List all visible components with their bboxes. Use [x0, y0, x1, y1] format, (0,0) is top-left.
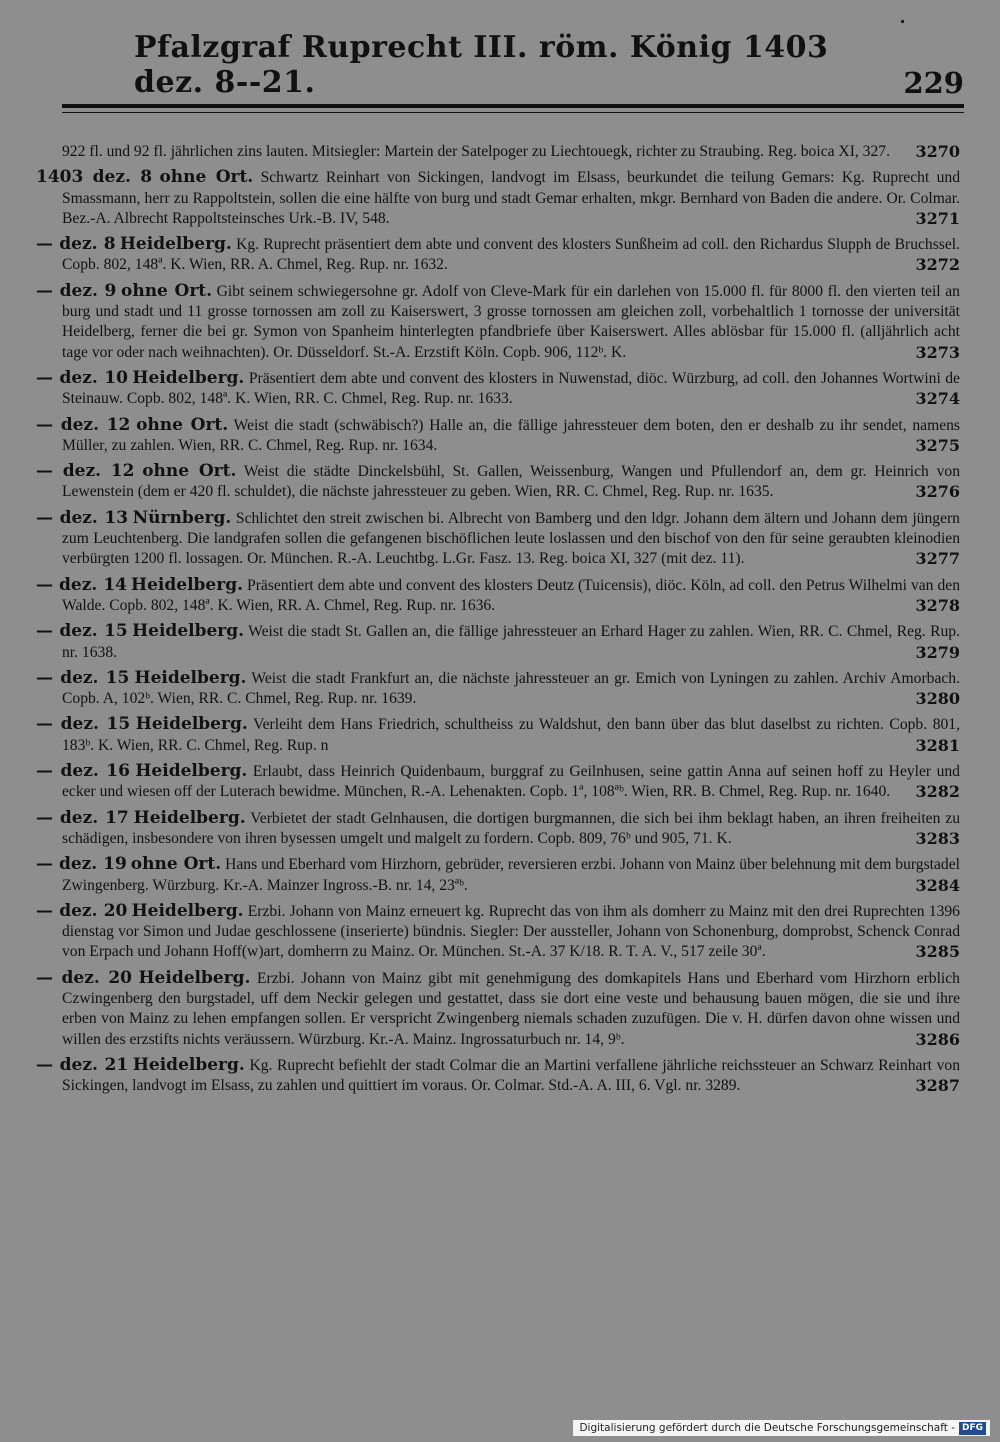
regest-date: — dez. 15 — [36, 714, 131, 735]
regest-text: Erlaubt, dass Heinrich Quidenbaum, burggraf zu Geilnhusen, seine gattin Anna auf seinen hoff zu Heyler und ecker und wiesen off der Luterach bewidme. München, R.-A. Lehenakten. Copb. 1ª, 108ªᵇ. Wien, RR. B. Chmel, Reg. Rup. nr. 1640. — [62, 763, 960, 801]
regest-entry — [36, 1055, 960, 1097]
regest-place: Heidelberg. — [119, 234, 232, 255]
running-header — [62, 30, 964, 100]
regest-entry — [36, 575, 960, 617]
footer-credit — [573, 1420, 990, 1436]
regest-text: Verbietet der stadt Gelnhausen, die dortigen burgmannen, die sich bei ihm beklagt haben, an ihren freiheiten zu schädigen, insbesondere von ihren bysessen umgelt und malgelt zu fordern. Copb. 809, 76ᵇ und 905, 71. K. — [62, 809, 961, 847]
page-title: Pfalzgraf Ruprecht III. röm. König 1403 dez. 8--21. — [134, 30, 829, 100]
regest-date: — dez. 14 — [36, 574, 128, 595]
regest-text: Kg. Ruprecht präsentiert dem abte und convent des klosters Sunßheim ad coll. den Richardus Slupph de Bruchssel. Copb. 802, 148ª. K. Wien, RR. A. Chmel, Reg. Rup. nr. 1632. — [62, 236, 960, 274]
regest-entry — [36, 668, 960, 710]
regest-place: ohne Ort. — [130, 854, 222, 875]
regest-place: ohne Ort. — [142, 461, 237, 482]
header-rule-thin — [62, 112, 964, 113]
regest-number: 3282 — [915, 782, 960, 802]
regest-number: 3275 — [915, 435, 960, 455]
regest-entry — [36, 901, 960, 963]
regest-place: Heidelberg. — [138, 967, 251, 988]
regest-number: 3283 — [915, 828, 960, 848]
regest-entry — [36, 167, 960, 229]
regest-entry — [36, 714, 960, 756]
regest-number: 3287 — [915, 1076, 960, 1096]
regest-number: 3273 — [915, 342, 960, 362]
regest-entry — [36, 968, 960, 1050]
regest-date: — dez. 20 — [36, 967, 132, 988]
regest-text: Erzbi. Johann von Mainz gibt mit genehmigung des domkapitels Hans und Eberhard vom Hirzhorn erblich Czwingenberg den burgstadel, uff dem Neckir gelegen und gestattet, dass sie dort eine veste und behausung bauen mögen, die sie und ihre erben von Mainz zu lehen empfangen sollen. Er verspricht Zwingenberg niemals schaden zuzufügen. Die v. H. dürfen davon ohne wissen und willen des erzstifts nichts veräussern. Würzburg. Kr.-A. Mainz. Ingrossaturbuch nr. 14, 9ᵇ. — [62, 969, 960, 1048]
regest-number: 3278 — [915, 595, 960, 615]
regest-date: — dez. 9 — [36, 280, 117, 301]
regest-date: — dez. 16 — [36, 761, 130, 782]
regest-text: Gibt seinem schwiegersohne gr. Adolf von Cleve-Mark für ein darlehen von 15.000 fl. für 8000 fl. den vierten teil an burg und stadt und 11 grosse tornossen am zoll zu Kaiserswert, 3 grosse tornossen am gleichen zoll, vorbehaltlich 1 tornosse der universität Heidelberg, ferner die bei gr. Symon von Spanheim hinterlegten pfandbriefe über Kaiserswert. Alles ablösbar für 15.000 fl. (alljährlich acht tage vor oder nach weihnachten). Or. Düsseldorf. St.-A. Erzstift Köln. Copb. 906, 112ᵇ. K. — [62, 282, 960, 361]
regest-text: Weist die stadt (schwäbisch?) Halle an, die fällige jahressteuer dem boten, den er deshalb zu ihr sendet, namens Müller, zu zahlen. Wien, RR. C. Chmel, Reg. Rup. nr. 1634. — [62, 416, 960, 454]
regesta-list — [36, 142, 960, 1101]
regest-text: Kg. Ruprecht befiehlt der stadt Colmar die an Martini verfallene jährliche reichssteuer an Schwarz Reinhart von Sickingen, landvogt im Elsass, zu zahlen und quittiert im voraus. Or. Colmar. Std.-A. A. III, 6. Vgl. nr. 3289. — [62, 1056, 960, 1095]
regest-date: — dez. 19 — [36, 854, 127, 875]
regest-text: Weist die stadt Frankfurt an, die nächste jahressteuer an gr. Emich von Lyningen zu zahlen. Archiv Amorbach. Copb. A, 102ᵇ. Wien, RR. C. Chmel, Reg. Rup. nr. 1639. — [62, 669, 960, 708]
regest-entry — [36, 761, 960, 803]
regest-number: 3280 — [915, 689, 960, 709]
regest-text: Weist die städte Dinckelsbühl, St. Gallen, Weissenburg, Wangen und Pfullendorf an, dem gr. Heinrich von Lewenstein (dem er 420 fl. schuldet), die nächste jahressteuer zu geben. Wien, RR. C. Chmel, Reg. Rup. nr. 1635. — [62, 463, 960, 501]
regest-place: Heidelberg. — [132, 1054, 245, 1075]
regest-entry — [36, 142, 960, 162]
regest-entry — [36, 234, 960, 276]
regest-date: 1403 dez. 8 — [36, 167, 153, 188]
footer-credit-text: Digitalisierung gefördert durch die Deutsche Forschungsgemeinschaft - — [579, 1422, 955, 1434]
regest-date: — dez. 12 — [36, 461, 135, 482]
regest-entry — [36, 281, 960, 363]
regest-number: 3285 — [915, 942, 960, 962]
regest-date: — dez. 10 — [36, 367, 128, 388]
regest-date: — dez. 8 — [36, 234, 116, 255]
dfg-logo-icon: DFG — [959, 1422, 986, 1435]
regest-text: Präsentiert dem abte und convent des klosters in Nuwenstad, diöc. Würzburg, ad coll. den Johannes Wortwini de Steinauw. Copb. 802, 148ª. K. Wien, RR. C. Chmel, Reg. Rup. nr. 1633. — [62, 369, 960, 408]
regest-date: — dez. 15 — [36, 621, 128, 642]
regest-text: 922 fl. und 92 fl. jährlichen zins lauten. Mitsiegler: Martein der Satelpoger zu Liechtouegk, richter zu Straubing. Reg. boica XI, 327. — [62, 143, 890, 160]
regest-place: ohne Ort. — [159, 167, 254, 188]
regest-number: 3276 — [915, 482, 960, 502]
regest-text: Verleiht dem Hans Friedrich, schultheiss zu Waldshut, den bann über das blut daselbst zu richten. Copb. 801, 183ᵇ. K. Wien, RR. C. Chmel, Reg. Rup. n — [62, 716, 961, 754]
regest-place: Heidelberg. — [133, 807, 246, 828]
regest-place: Heidelberg. — [135, 761, 248, 782]
regest-date: — dez. 17 — [36, 807, 129, 828]
regest-number: 3286 — [915, 1029, 960, 1049]
regest-entry — [36, 368, 960, 410]
regest-number: 3274 — [915, 389, 960, 409]
regest-date: — dez. 15 — [36, 667, 130, 688]
regest-number: 3270 — [915, 142, 960, 161]
header-rule-thick — [62, 104, 964, 108]
regest-date: — dez. 13 — [36, 507, 129, 528]
regest-place: Heidelberg. — [132, 621, 245, 642]
regest-number: 3281 — [915, 735, 960, 755]
regest-place: ohne Ort. — [121, 280, 213, 301]
regest-text: Schwartz Reinhart von Sickingen, landvogt im Elsass, beurkundet die teilung Gemars: Kg. Ruprecht und Smassmann, herr zu Rappoltstein, sollen die eine hälfte von burg und stadt Gemar erhalten, mkgr. Bernhard von Baden die andere. Or. Colmar. Bez.-A. Albrecht Rappoltsteinsches Urk.-B. IV, 548. — [62, 169, 960, 227]
regest-entry — [36, 854, 960, 896]
regest-entry — [36, 621, 960, 663]
regest-text: Weist die stadt St. Gallen an, die fällige jahressteuer an Erhard Hager zu zahlen. Wien, RR. C. Chmel, Reg. Rup. nr. 1638. — [62, 623, 960, 661]
scan-speck — [901, 20, 904, 23]
regest-text: Präsentiert dem abte und convent des klosters Deutz (Tuicensis), diöc. Köln, ad coll. den Petrus Wilhelmi van den Walde. Copb. 802, 148ª. K. Wien, RR. A. Chmel, Reg. Rup. nr. 1636. — [62, 576, 960, 614]
regest-text: Hans und Eberhard vom Hirzhorn, gebrüder, reversieren erzbi. Johann von Mainz über belehnung mit dem burgstadel Zwingenberg. Würzburg. Kr.-A. Mainzer Ingross.-B. nr. 14, 23ªᵇ. — [62, 856, 960, 894]
regest-place: Heidelberg. — [134, 667, 247, 688]
regest-number: 3277 — [915, 549, 960, 569]
regest-place: Heidelberg. — [131, 900, 244, 921]
regest-place: Heidelberg. — [132, 367, 245, 388]
regest-number: 3271 — [915, 208, 960, 228]
regest-place: ohne Ort. — [136, 414, 229, 435]
page-number: 229 — [903, 66, 964, 100]
regest-entry — [36, 808, 960, 850]
regest-text: Erzbi. Johann von Mainz erneuert kg. Ruprecht das von ihm als domherr zu Mainz mit den drei Ruprechten 1396 dienstag vor Simon und Judae geschlossene (inserierte) bündnis. Siegler: Der aussteller, Johann von Schonenburg, domprobst, Schenck Conrad von Erpach und Johann Hoff(w)art, domherrn zu Mainz. Or. München. St.-A. 37 K/18. R. T. A. V., 517 zeile 30ª. — [62, 902, 960, 961]
regest-date: — dez. 20 — [36, 900, 128, 921]
regest-number: 3279 — [915, 642, 960, 662]
regest-place: Nürnberg. — [132, 507, 232, 528]
regest-place: Heidelberg. — [131, 574, 244, 595]
regest-number: 3272 — [915, 255, 960, 275]
regest-place: Heidelberg. — [135, 714, 248, 735]
regest-date: — dez. 12 — [36, 414, 131, 435]
regest-entry — [36, 461, 960, 503]
regest-number: 3284 — [915, 875, 960, 895]
regest-entry — [36, 415, 960, 457]
regest-date: — dez. 21 — [36, 1054, 129, 1075]
regest-text: Schlichtet den streit zwischen bi. Albrecht von Bamberg und den ldgr. Johann dem ältern und Johann dem jüngern zum Leuchtenberg. Die landgrafen sollen die gefangenen bischöflichen leute loslassen und den bischof von den für seine geraubten kleinodien verbürgten 1200 fl. lossagen. Or. München. R.-A. Leuchtbg. L.Gr. Fasz. 13. Reg. boica XI, 327 (mit dez. 11). — [62, 509, 960, 568]
regest-entry — [36, 508, 960, 570]
